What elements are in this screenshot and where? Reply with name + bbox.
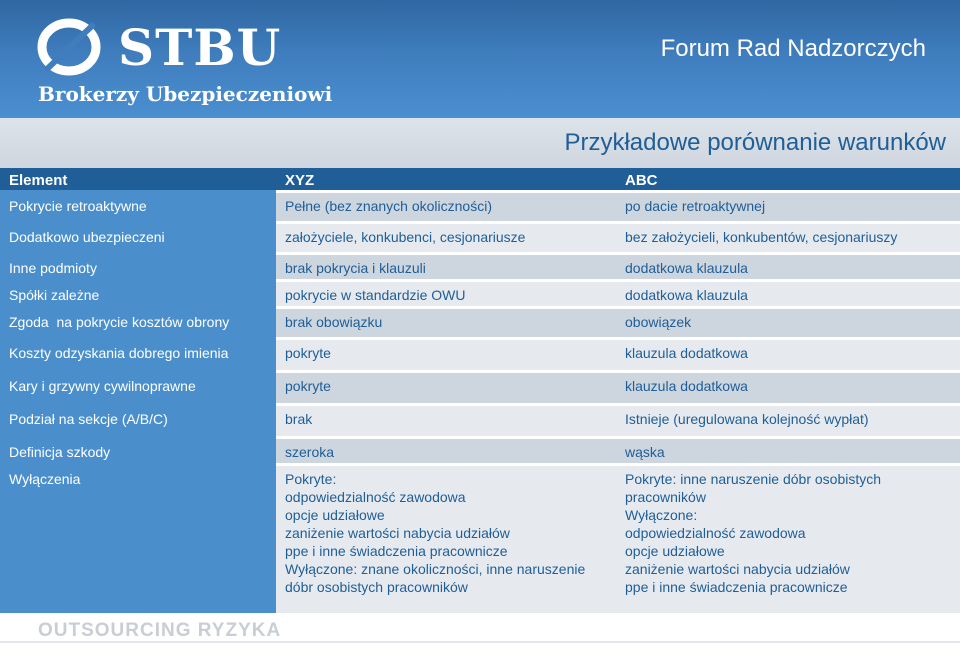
row-element: Pokrycie retroaktywne: [0, 193, 276, 221]
row-abc: Istnieje (uregulowana kolejność wypłat): [616, 406, 960, 436]
xyz-line: Pokryte:: [285, 471, 337, 487]
table-row: [0, 340, 960, 370]
xyz-line: opcje udziałowe: [285, 507, 385, 523]
row-abc: dodatkowa klauzula: [616, 282, 960, 306]
abc-line: pracowników: [625, 489, 706, 505]
row-element: Dodatkowo ubezpieczeni: [0, 224, 276, 252]
row-element: Kary i grzywny cywilnoprawne: [0, 373, 276, 403]
table-row: [0, 193, 960, 221]
header-abc: ABC: [616, 168, 960, 190]
row-xyz: brak pokrycia i klauzuli: [276, 255, 616, 279]
row-xyz: brak obowiązku: [276, 309, 616, 337]
header-banner: [0, 0, 960, 118]
row-xyz: założyciele, konkubenci, cesjonariusze: [276, 224, 616, 252]
row-abc: klauzula dodatkowa: [616, 373, 960, 403]
xyz-line: Wyłączone: znane okoliczności, inne naruszenie: [285, 561, 586, 577]
table-header-row: [0, 168, 960, 190]
row-abc: dodatkowa klauzula: [616, 255, 960, 279]
row-element: Spółki zależne: [0, 282, 276, 306]
xyz-line: zaniżenie wartości nabycia udziałów: [285, 525, 510, 541]
row-xyz: Pełne (bez znanych okoliczności): [276, 193, 616, 221]
row-xyz: [276, 466, 616, 613]
footer-slogan: OUTSOURCING RYZYKA: [38, 620, 282, 641]
logo-tagline: Brokerzy Ubezpieczeniowi: [38, 82, 333, 106]
row-element: Podział na sekcje (A/B/C): [0, 406, 276, 436]
row-abc: klauzula dodatkowa: [616, 340, 960, 370]
row-element: Zgoda na pokrycie kosztów obrony: [0, 309, 276, 337]
header-xyz: XYZ: [276, 168, 616, 190]
row-abc: bez założycieli, konkubentów, cesjonariuszy: [616, 224, 960, 252]
xyz-line: dóbr osobistych pracowników: [285, 579, 468, 595]
abc-line: zaniżenie wartości nabycia udziałów: [625, 561, 850, 577]
row-element: Inne podmioty: [0, 255, 276, 279]
row-element: Definicja szkody: [0, 439, 276, 463]
abc-line: Pokryte: inne naruszenie dóbr osobistych: [625, 471, 882, 487]
row-xyz: pokryte: [276, 373, 616, 403]
page-subtitle: Przykładowe porównanie warunków: [564, 129, 946, 156]
comparison-table: [0, 168, 960, 613]
row-element: Koszty odzyskania dobrego imienia: [0, 340, 276, 370]
row-xyz: szeroka: [276, 439, 616, 463]
stbu-logo: [36, 18, 333, 108]
abc-line: opcje udziałowe: [625, 543, 725, 559]
table-row: [0, 406, 960, 436]
row-abc: wąska: [616, 439, 960, 463]
abc-line: ppe i inne świadczenia pracownicze: [625, 579, 848, 595]
row-xyz: pokryte: [276, 340, 616, 370]
header-element: Element: [0, 168, 276, 190]
row-element: Wyłączenia: [0, 466, 276, 613]
forum-title: Forum Rad Nadzorczych: [660, 35, 926, 62]
row-abc: po dacie retroaktywnej: [616, 193, 960, 221]
logo-name: STBU: [118, 18, 282, 77]
row-abc: obowiązek: [616, 309, 960, 337]
table-row: [0, 309, 960, 337]
xyz-line: odpowiedzialność zawodowa: [285, 489, 466, 505]
table-row: [0, 224, 960, 252]
table-row: [0, 282, 960, 306]
table-row: [0, 466, 960, 613]
abc-line: Wyłączone:: [625, 507, 698, 523]
abc-line: odpowiedzialność zawodowa: [625, 525, 806, 541]
logo-mark-icon: [36, 18, 104, 76]
xyz-line: ppe i inne świadczenia pracownicze: [285, 543, 508, 559]
table-row: [0, 255, 960, 279]
row-xyz: brak: [276, 406, 616, 436]
table-row: [0, 373, 960, 403]
row-xyz: pokrycie w standardzie OWU: [276, 282, 616, 306]
row-abc: [616, 466, 960, 613]
table-row: [0, 439, 960, 463]
